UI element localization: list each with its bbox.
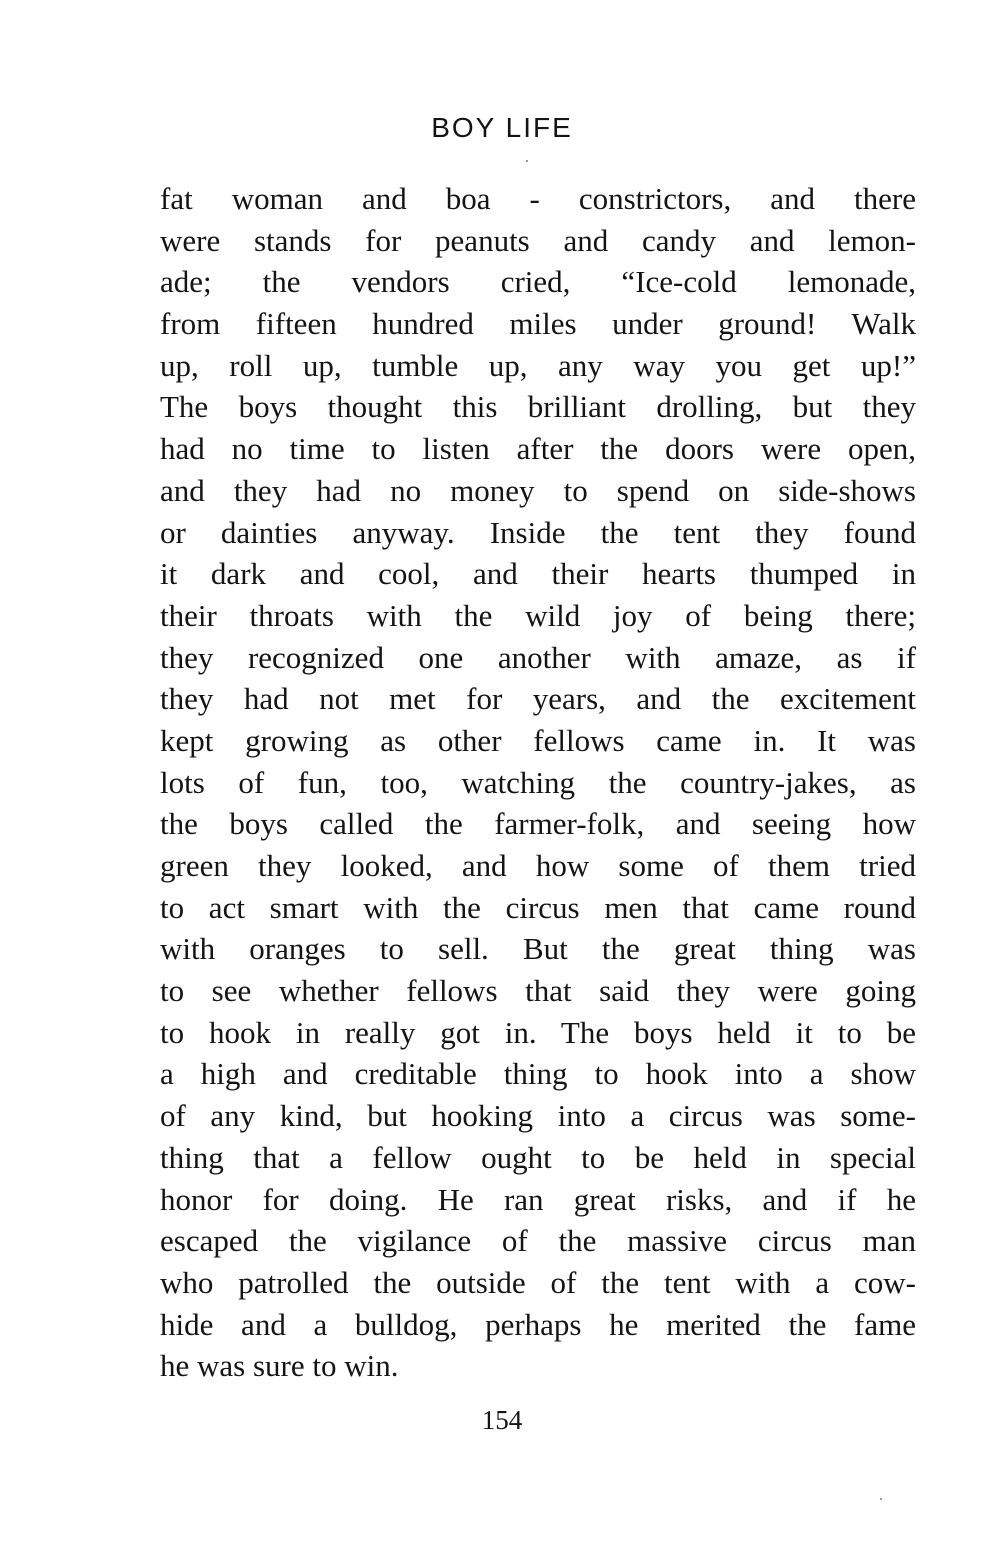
text-line: honor for doing. He ran great risks, and if he xyxy=(160,1181,916,1217)
text-line: had no time to listen after the doors were open, xyxy=(160,431,916,467)
text-line: the boys called the farmer-folk, and seeing how xyxy=(160,806,916,842)
text-line: who patrolled the outside of the tent with a cow- xyxy=(160,1264,916,1300)
body-text xyxy=(160,178,916,1387)
text-line: up, roll up, tumble up, any way you get up!” xyxy=(160,347,916,383)
print-speck xyxy=(526,160,528,162)
text-line: ade; the vendors cried, “Ice-cold lemonade, xyxy=(160,264,916,300)
text-line: hide and a bulldog, perhaps he merited the fame xyxy=(160,1306,916,1342)
text-line: they recognized one another with amaze, as if xyxy=(160,639,916,675)
text-line: The boys thought this brilliant drolling, but they xyxy=(160,389,916,425)
text-line: green they looked, and how some of them tried xyxy=(160,848,916,883)
text-line: they had not met for years, and the excitement xyxy=(160,681,916,717)
text-line: it dark and cool, and their hearts thumped in xyxy=(160,556,916,592)
text-line: thing that a fellow ought to be held in special xyxy=(160,1139,916,1175)
text-line: and they had no money to spend on side-shows xyxy=(160,472,916,508)
text-line: a high and creditable thing to hook into a show xyxy=(160,1056,916,1092)
text-line: to see whether fellows that said they were going xyxy=(160,973,916,1009)
text-line: kept growing as other fellows came in. It was xyxy=(160,722,916,758)
text-line: were stands for peanuts and candy and lemon- xyxy=(160,222,916,258)
text-line: or dainties anyway. Inside the tent they found xyxy=(160,514,916,550)
text-line: of any kind, but hooking into a circus was some- xyxy=(160,1098,916,1134)
text-line: with oranges to sell. But the great thing was xyxy=(160,931,916,967)
text-line: to act smart with the circus men that came round xyxy=(160,889,916,925)
text-line: their throats with the wild joy of being there; xyxy=(160,597,916,633)
page-number: 154 xyxy=(481,1405,523,1435)
text-line: to hook in really got in. The boys held it to be xyxy=(160,1014,916,1050)
text-line: from fifteen hundred miles under ground! Walk xyxy=(160,306,916,342)
print-speck xyxy=(880,1498,882,1500)
running-head: BOY LIFE xyxy=(431,112,573,143)
text-line-last: he was sure to win. xyxy=(160,1348,399,1384)
text-line: lots of fun, too, watching the country-jakes, as xyxy=(160,764,916,800)
text-line: escaped the vigilance of the massive circus man xyxy=(160,1223,916,1259)
text-line: fat woman and boa - constrictors, and there xyxy=(160,181,916,216)
